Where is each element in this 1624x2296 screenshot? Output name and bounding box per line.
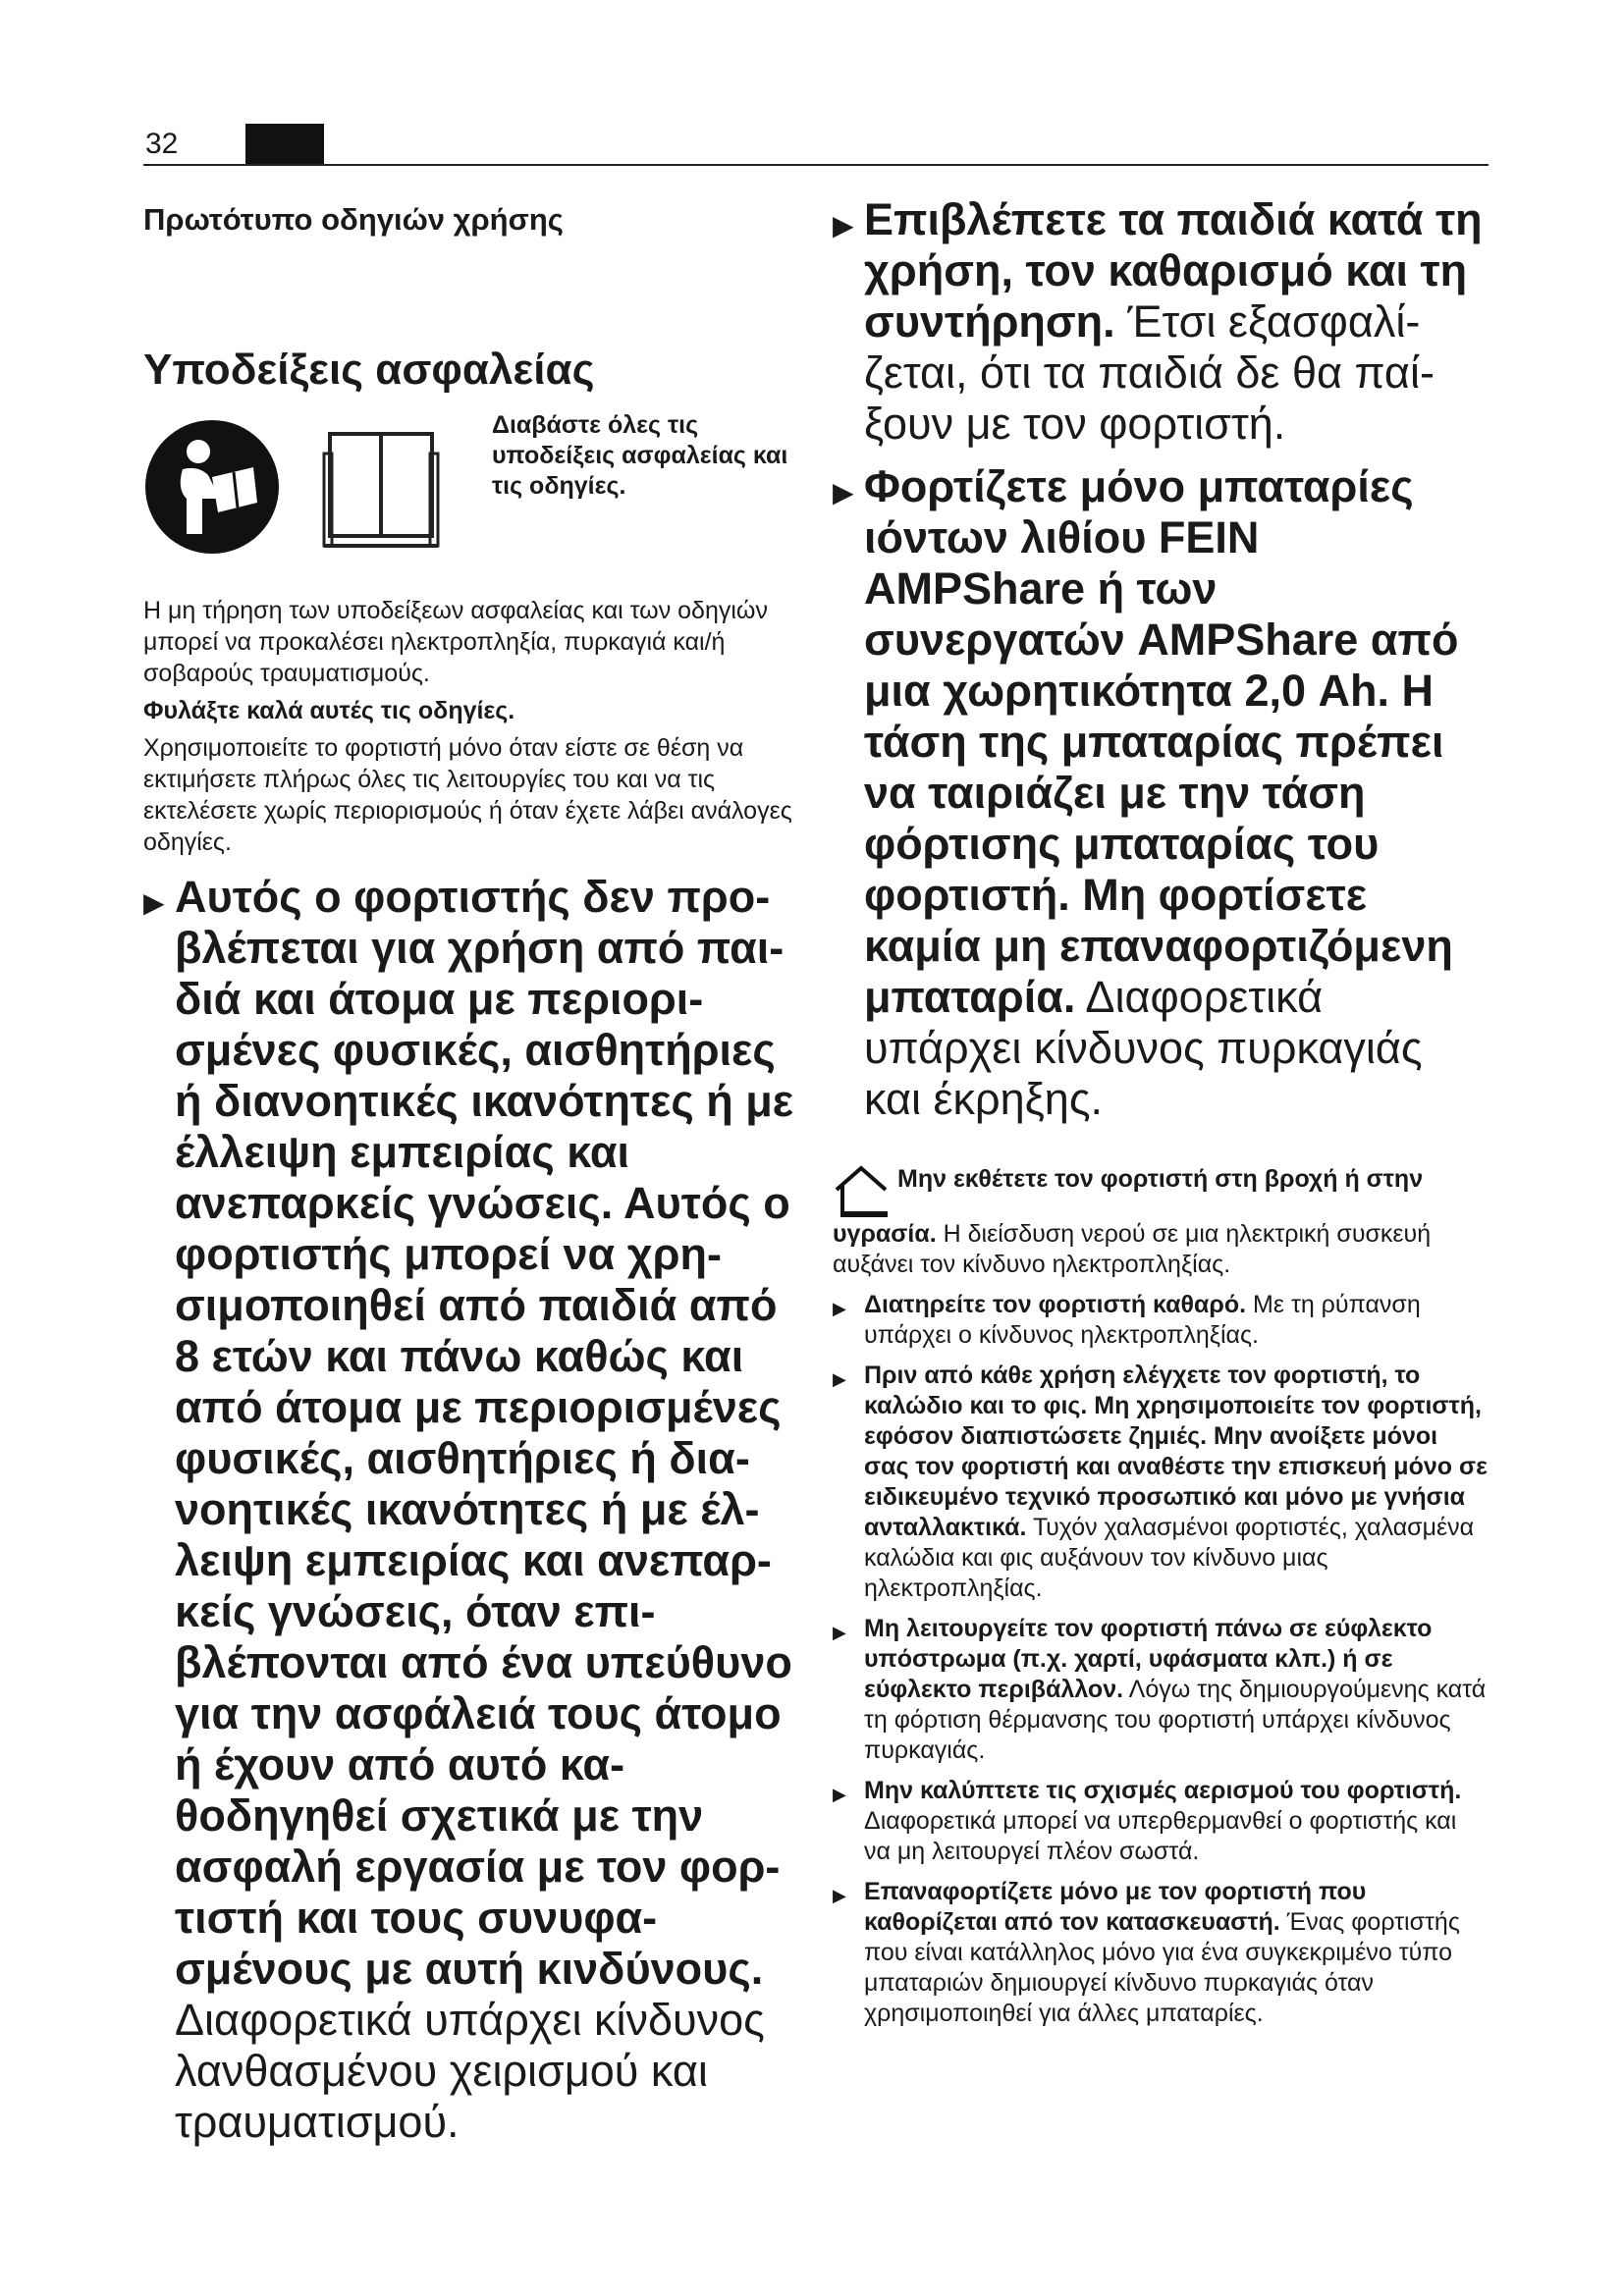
bullet-triangle-icon: ▶ [833, 1886, 846, 1905]
ventilation-rest: Διαφορετικά μπορεί να υπερθερμανθεί ο φορτιστής και να μη λειτουργεί πλέον σωστά. [864, 1807, 1457, 1865]
supervise-bold: Επιβλέπετε τα παιδιά κατά τη χρήση, τον καθαρισμό και τη συντήρηση. [864, 194, 1483, 347]
doc-label: Πρωτότυπο οδηγιών χρήσης [143, 202, 564, 237]
bullet-triangle-icon: ▶ [833, 1785, 846, 1804]
intro-text [492, 410, 796, 502]
children-warning [143, 872, 796, 2148]
flammable-rest: Λόγω της δημιουργούμενης κατά τη φόρτιση θέρμανσης του φορτιστή υπάρχει κίνδυνος πυρκαγιάς. [864, 1676, 1487, 1764]
flammable-bold: Μη λειτουργείτε τον φορτιστή πάνω σε εύφλεκτο υπόστρωμα (π.χ. χαρτί, υφάσματα κλπ.) ή σε εύφλεκτο περιβάλλον. [864, 1615, 1433, 1703]
manufacturer-bold: Επαναφορτίζετε μόνο με τον φορτιστή που καθορίζεται από τον κατασκευαστή. [864, 1878, 1367, 1936]
rain-warning-bold: Μην εκθέτετε τον φορτιστή στη βροχή ή στην υγρασία. [833, 1165, 1424, 1248]
supervise-children [833, 194, 1489, 450]
header-block [245, 124, 324, 165]
children-warning-rest: Διαφορετικά υπάρχει κίνδυνος λανθασμένου χειρισμού και τραυματισμού. [175, 1995, 765, 2147]
bullet-triangle-icon: ▶ [143, 887, 165, 918]
bullet-triangle-icon: ▶ [833, 1623, 846, 1642]
intro-bold: Διαβάστε όλες τις υποδείξεις ασφαλείας και τις οδηγίες. [492, 411, 788, 500]
page-number: 32 [145, 128, 179, 160]
intro-continued [143, 595, 796, 689]
right-column [833, 194, 1489, 2029]
check-rest: Τυχόν χαλασμένοι φορτιστές, χαλασμένα καλώδια και φις αυξάνουν τον κίνδυνο μιας ηλεκτροπληξίας. [864, 1514, 1475, 1602]
keep-clean-rest: Με τη ρύπανση υπάρχει ο κίνδυνος ηλεκτροπληξίας. [864, 1291, 1421, 1349]
read-manual-person-icon [143, 418, 281, 556]
intro-rest-text: Η μη τήρηση των υποδείξεων ασφαλείας και των οδηγιών μπορεί να προκαλέσει ηλεκτροπληξία, πυρκαγιά και/ή σοβαρούς τραυματισμούς. [143, 597, 768, 687]
intro [143, 410, 796, 587]
bullet-triangle-icon: ▶ [833, 477, 854, 507]
check-bold: Πριν από κάθε χρήση ελέγχετε τον φορτιστή, το καλώδιο και το φις. Μη χρησιμοποιείτε τον φορτιστή, εφόσον διαπιστώσετε ζημιές. Μην ανοίξετε μόνοι σας τον φορτιστή και αναθέστε την επισκευή μόνο σε ειδικευμένο τεχνικό προσωπικό και μόνο με γνήσια ανταλλακτικά. [864, 1362, 1488, 1541]
battery-rest: Διαφορετικά υπάρχει κίνδυνος πυρκαγιάς και έκρηξης. [864, 972, 1423, 1124]
left-column [143, 324, 796, 2148]
keep-instructions: Φυλάξτε καλά αυτές τις οδηγίες. [143, 697, 515, 724]
children-warning-bold: Αυτός ο φορτιστής δεν προβλέπεται για χρήση από παιδιά και άτομα με περιορισμένες φυσικές, αισθητήριες ή διανοητικές ικανότητες ή με έλλειψη εμπειρίας και ανεπαρκείς γνώσεις. Αυτός ο φορτιστής μπορεί να χρησιμοποιηθεί από παιδιά από 8 ετών και πάνω καθώς και από άτομα με περιορισμένες φυσικές, αισθητήριες ή διανοητικές ικανότητες ή με έλλειψη εμπειρίας και ανεπαρκείς γνώσεις, όταν επιβλέπονται από ένα υπεύθυνο για την ασφάλειά τους άτομο ή έχουν από αυτό καθοδηγηθεί σχετικά με την ασφαλή εργασία με τον φορτιστή και τους συνυφασμένους με αυτή κινδύνους. [175, 872, 794, 1994]
ventilation-bold: Μην καλύπτετε τις σχισμές αερισμού του φορτιστή. [864, 1777, 1462, 1804]
usage-note: Χρησιμοποιείτε το φορτιστή μόνο όταν είστε σε θέση να εκτιμήσετε πλήρως όλες τις λειτουργίες του και να τις εκτελέσετε χωρίς περιορισμούς ή όταν έχετε λάβει ανάλογες οδηγίες. [143, 734, 792, 856]
keep-clean [833, 1290, 1489, 1351]
supervise-rest: Έτσι εξασφαλίζεται, ότι τα παιδιά δε θα παίξουν με τον φορτιστή. [864, 296, 1435, 449]
bullet-triangle-icon: ▶ [833, 210, 854, 240]
rain-warning-rest: Η διείσδυση νερού σε μια ηλεκτρική συσκευή αυξάνει τον κίνδυνο ηλεκτροπληξίας. [833, 1220, 1432, 1278]
flammable-surface [833, 1614, 1489, 1766]
battery-charging [833, 461, 1489, 1125]
open-book-icon [322, 424, 440, 550]
keep-clean-bold: Διατηρείτε τον φορτιστή καθαρό. [864, 1291, 1247, 1318]
section-title: Υποδείξεις ασφαλείας [143, 346, 595, 394]
rain-warning [833, 1164, 1489, 1280]
manufacturer-charger [833, 1877, 1489, 2029]
header-rule [143, 164, 1489, 166]
battery-bold: Φορτίζετε μόνο μπαταρίες ιόντων λιθίου FEIN AMPShare ή των συνεργατών AMPShare από μια χωρητικότητα 2,0 Ah. Η τάση της μπαταρίας πρέπει να ταιριάζει με την τάση φόρτισης μπαταρίας του φορτιστή. Μη φορτίσετε καμία μη επαναφορτιζόμενη μπαταρία. [864, 461, 1459, 1022]
bullet-triangle-icon: ▶ [833, 1299, 846, 1318]
check-before-use [833, 1361, 1489, 1604]
ventilation [833, 1776, 1489, 1867]
manufacturer-rest: Ένας φορτιστής που είναι κατάλληλος μόνο για ένα συγκεκριμένο τύπο μπαταριών δημιουργεί κίνδυνο πυρκαγιάς όταν χρησιμοποιηθεί για άλλες μπαταρίες. [864, 1908, 1460, 2027]
bullet-triangle-icon: ▶ [833, 1369, 846, 1389]
indoor-use-house-icon [833, 1164, 890, 1219]
